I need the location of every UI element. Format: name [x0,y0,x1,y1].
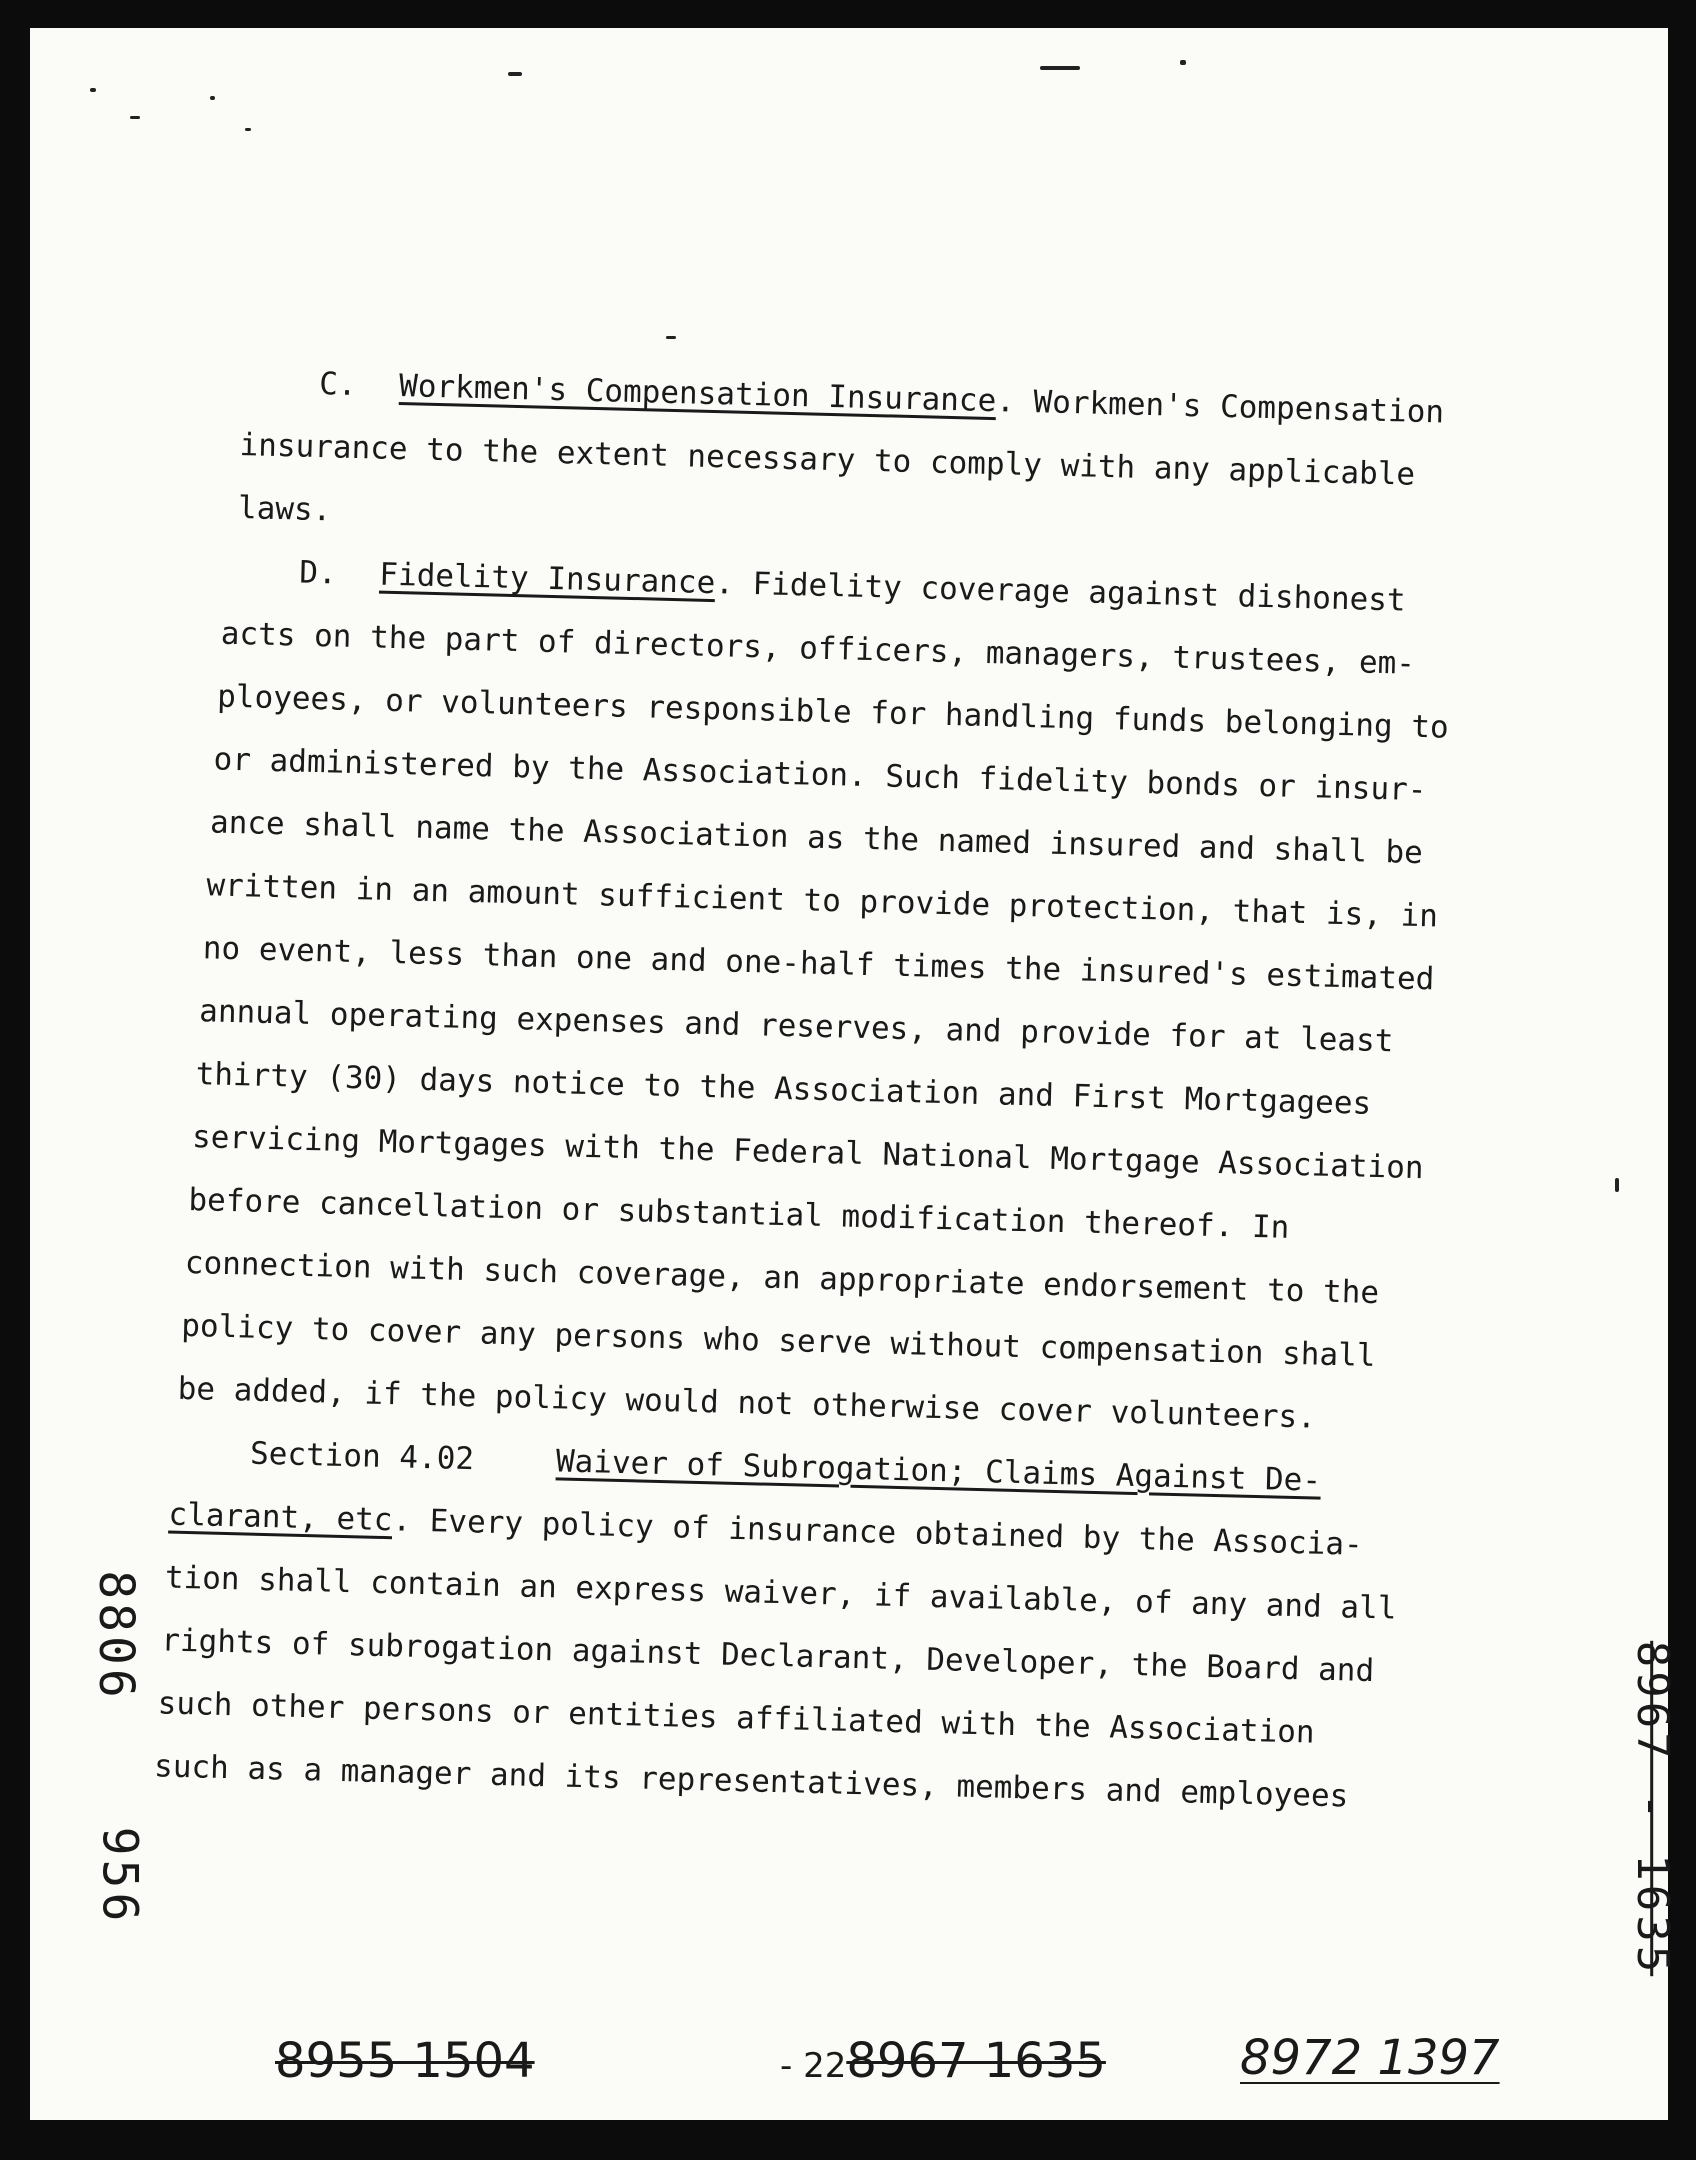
body-text [153,353,1457,1830]
text-line: annual operating expenses and reserves, and provide for at least [198,993,1394,1060]
section-letter: C. [318,365,357,403]
scan-speck [666,336,676,339]
section-heading: Waiver of Subrogation; Claims Against De- [555,1443,1322,1499]
text-line: before cancellation or substantial modification thereof. In [188,1181,1290,1246]
section-heading: Workmen's Compensation Insurance [398,368,997,420]
document-page [30,28,1679,2120]
scan-speck [90,88,96,92]
text-line: be added, if the policy would not otherwise cover volunteers. [177,1370,1317,1436]
text-line: servicing Mortgages with the Federal National Mortgage Association [191,1119,1424,1187]
scan-speck [1180,60,1186,65]
text-line: written in an amount sufficient to provide protection, that is, in [206,867,1439,935]
text-line: such as a manager and its representatives, members and employees [153,1748,1349,1815]
section-letter: D. [298,554,338,592]
section-heading: Fidelity Insurance [378,556,716,602]
footer-struck-center: 8967 1635 [846,2033,1106,2089]
margin-number-bottom: 956 [91,1826,148,1926]
text-line: such other persons or entities affiliated with the Association [157,1685,1316,1751]
text-line: rights of subrogation against Declarant, Developer, the Board and [160,1622,1375,1690]
text-line: connection with such coverage, an appropriate endorsement to the [184,1244,1380,1312]
scan-speck [508,72,522,76]
footer-struck-left: 8955 1504 [275,2033,535,2089]
margin-number-right: 8967 - 1635 [1627,1640,1679,1977]
margin-number-top: 8806 [87,1570,144,1702]
text-line: laws. [237,489,332,529]
text-line: tion shall contain an express waiver, if available, of any and all [164,1559,1397,1627]
section-heading: clarant, etc [168,1496,393,1539]
scan-speck [1615,1178,1619,1192]
text-line: ployees, or volunteers responsible for handling funds belonging to [216,678,1450,746]
heading-continuation: . Workmen's Compensation [995,383,1445,431]
footer-handwritten-number: 8972 1397 [1240,2030,1500,2086]
text-line: no event, less than one and one-half times the insured's estimated [202,930,1435,998]
scan-speck [245,128,251,131]
scan-speck [210,96,215,100]
text-line: ance shall name the Association as the named insured and shall be [209,804,1424,872]
section-number: Section 4.02 [249,1435,475,1478]
text-line: acts on the part of directors, officers, managers, trustees, em- [220,615,1416,682]
footer-center [780,2033,1106,2089]
heading-continuation: . Every policy of insurance obtained by the Associa- [392,1502,1364,1563]
text-line: or administered by the Association. Such fidelity bonds or insur- [213,741,1427,809]
footer-page-prefix: - 22 [780,2046,847,2086]
heading-continuation: . Fidelity coverage against dishonest [714,565,1407,619]
scan-speck [1040,66,1080,70]
text-line: policy to cover any persons who serve without compensation shall [180,1307,1376,1375]
scan-speck [130,116,140,119]
text-line: insurance to the extent necessary to comply with any applicable [239,427,1416,493]
text-line: thirty (30) days notice to the Association and First Mortgagees [195,1056,1372,1122]
